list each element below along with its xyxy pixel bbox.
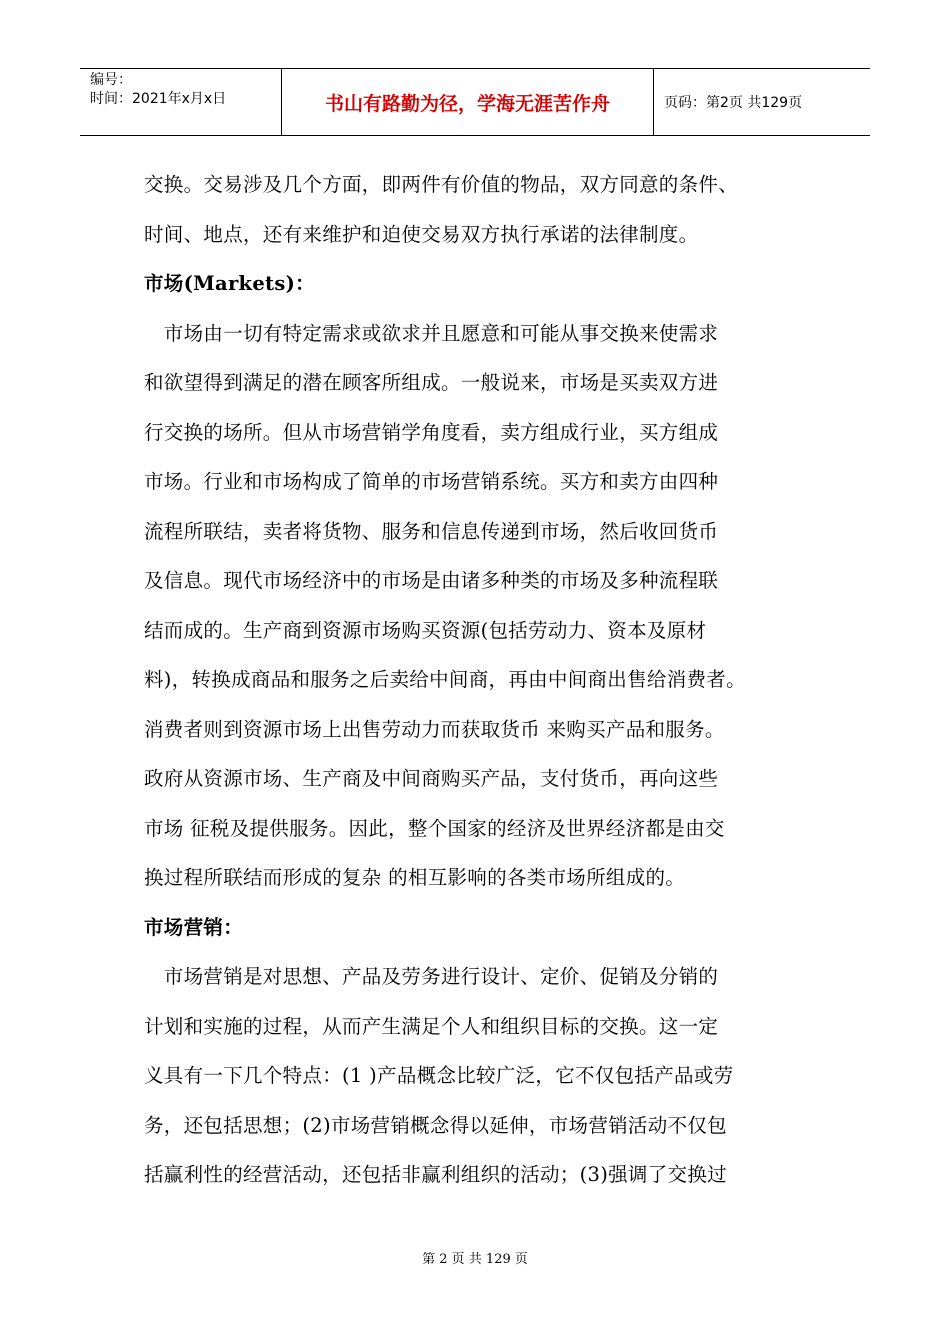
header-meta [80,69,282,135]
body-line: 流程所联结，卖者将货物、服务和信息传递到市场，然后收回货币 [144,519,719,543]
body-line: 政府从资源市场、生产商及中间商购买产品，支付货币，再向这些 [144,767,719,790]
header-page-info: 页码：第2页 共129页 [664,95,803,111]
body-line: 时间、地点，还有来维护和迫使交易双方执行承诺的法律制度。 [144,222,699,246]
section-heading-marketing: 市场营销： [144,915,244,939]
body-line: 消费者则到资源市场上出售劳动力而获取货币 来购买产品和服务。 [144,717,725,741]
section-heading-markets: 市场(Markets)： [144,272,315,295]
date-label: 时间：2021年x月x日 [90,91,227,107]
body-line: 义具有一下几个特点：(1 )产品概念比较广泛，它不仅包括产品或劳 [144,1064,734,1087]
doc-number-label: 编号： [90,72,132,88]
body-line: 交换。交易涉及几个方面，即两件有价值的物品，双方同意的条件、 [144,173,739,196]
body-line: 市场由一切有特定需求或欲求并且愿意和可能从事交换来使需求 [144,321,719,345]
body-line: 市场。行业和市场构成了简单的市场营销系统。买方和卖方由四种 [144,470,719,493]
body-line: 市场 征税及提供服务。因此，整个国家的经济及世界经济都是由交 [144,816,725,840]
page-header [80,68,870,136]
body-line: 结而成的。生产商到资源市场购买资源(包括劳动力、资本及原材 [144,618,707,642]
body-line: 和欲望得到满足的潜在顾客所组成。一般说来，市场是买卖双方进 [144,371,719,394]
document-body [144,160,814,1200]
body-line: 计划和实施的过程，从而产生满足个人和组织目标的交换。这一定 [144,1014,719,1038]
body-line: 换过程所联结而形成的复杂 的相互影响的各类市场所组成的。 [144,866,686,889]
body-line: 行交换的场所。但从市场营销学角度看，卖方组成行业，买方组成 [144,420,719,444]
body-line: 括赢利性的经营活动，还包括非赢利组织的活动；(3)强调了交换过 [144,1163,727,1186]
header-motto: 书山有路勤为径，学海无涯苦作舟 [282,69,654,135]
body-line: 市场营销是对思想、产品及劳务进行设计、定价、促销及分销的 [144,965,719,988]
body-line: 务，还包括思想；(2)市场营销概念得以延伸，市场营销活动不仅包 [144,1113,727,1137]
page-footer: 第 2 页 共 129 页 [422,1252,528,1267]
body-line: 料)，转换成商品和服务之后卖给中间商，再由中间商出售给消费者。 [144,668,746,691]
body-line: 及信息。现代市场经济中的市场是由诸多种类的市场及多种流程联 [144,569,719,592]
